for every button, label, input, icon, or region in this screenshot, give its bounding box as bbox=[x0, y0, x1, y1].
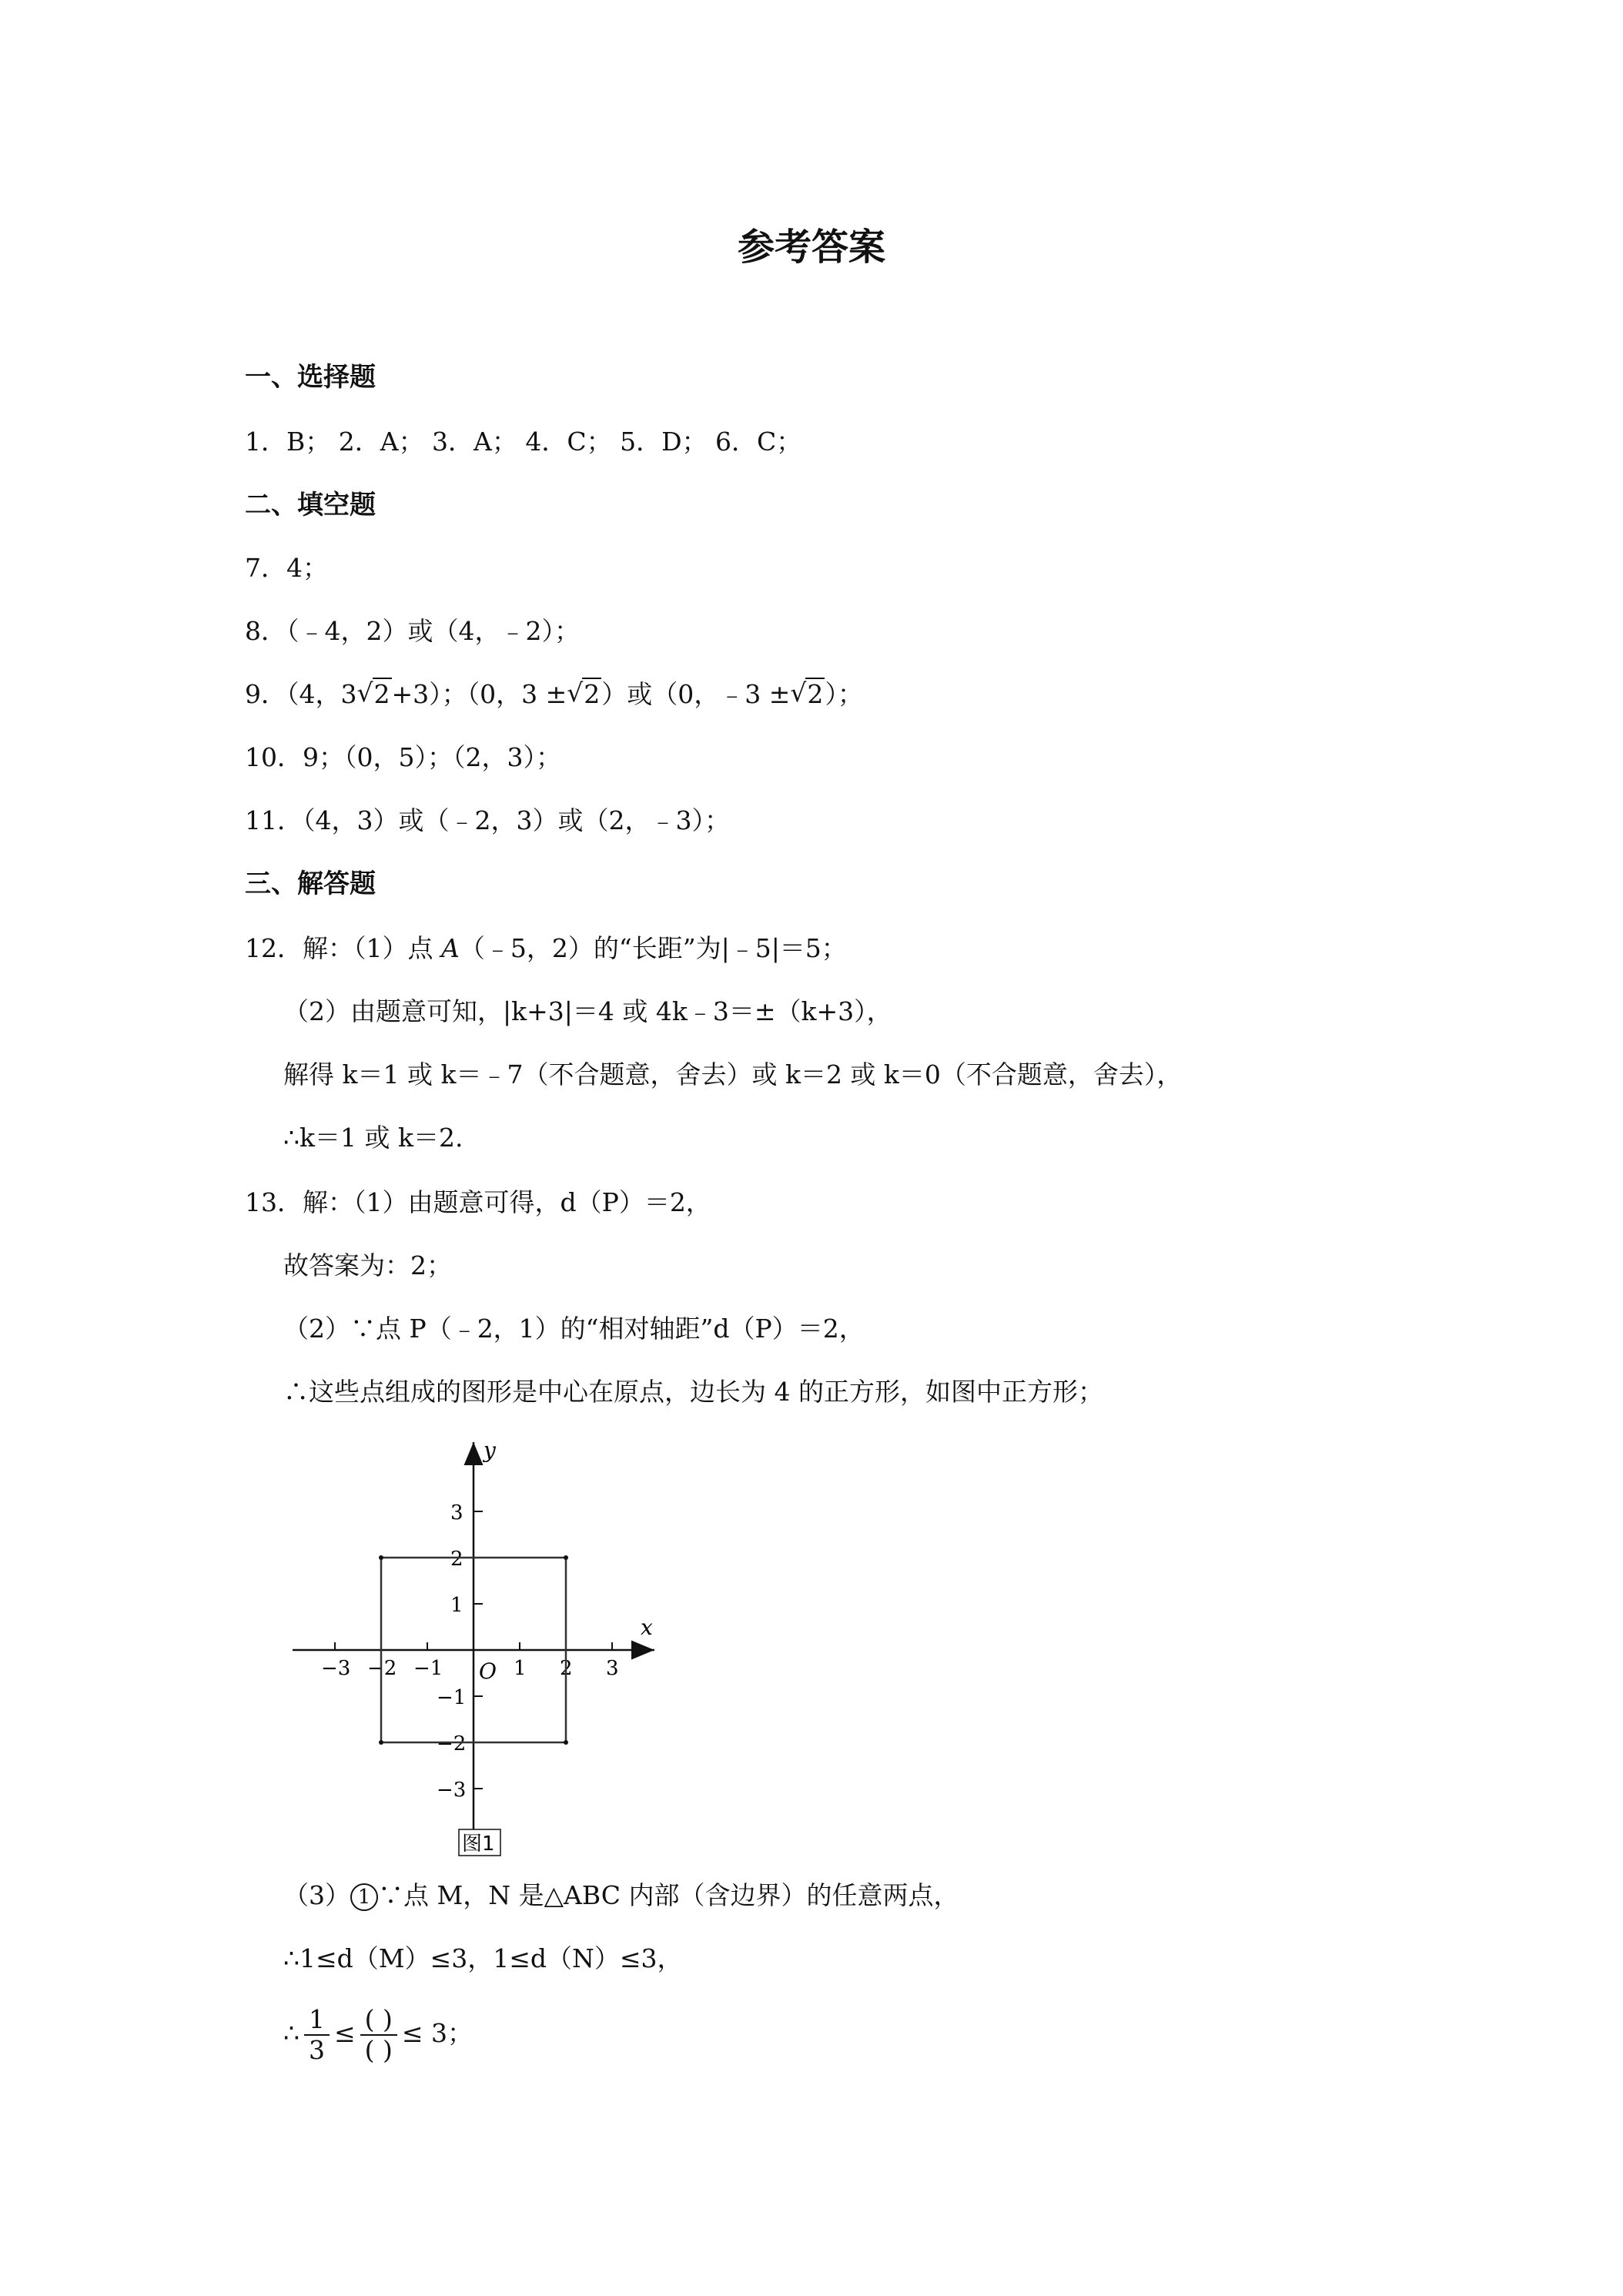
x-tick-label: −1 bbox=[413, 1657, 443, 1680]
y-tick-label: −3 bbox=[437, 1779, 467, 1802]
section-heading-solution: 三、解答题 bbox=[245, 869, 376, 899]
circled-number: 1 bbox=[350, 1883, 378, 1911]
answer-line-13a: 13．解：（1）由题意可得，d（P）＝2， bbox=[245, 1187, 711, 1217]
y-tick-label: 2 bbox=[450, 1548, 463, 1571]
answer-line-9 bbox=[245, 678, 863, 711]
square-vertex bbox=[564, 1555, 568, 1560]
x-tick-label: 1 bbox=[514, 1657, 527, 1680]
answer-9-part4: ）； bbox=[825, 679, 863, 709]
axis-ticks bbox=[321, 1501, 619, 1802]
answer-line-13b: 故答案为：2； bbox=[283, 1250, 452, 1280]
square-vertex bbox=[379, 1555, 383, 1560]
y-tick-label: 3 bbox=[450, 1501, 463, 1525]
answer-line-13g: ∴ $\frac{1}{3}$ ≤ $\frac{( )}{( )}$ ≤ 3； bbox=[283, 2004, 474, 2065]
page-title: 参考答案 bbox=[737, 226, 885, 269]
answer-line-12a: 12．解：（1）点 A（﹣5，2）的“长距”为|﹣5|＝5； bbox=[245, 933, 847, 963]
answer-9-part2: +3）；（0，3 ± bbox=[391, 679, 567, 709]
answer-line-13f: ∴1≤d（M）≤3，1≤d（N）≤3， bbox=[283, 1943, 683, 1973]
sqrt-symbol: √ 2 bbox=[567, 678, 601, 711]
answer-line-12b: （2）由题意可知，|k+3|＝4 或 4k﹣3＝±（k+3）， bbox=[283, 996, 892, 1026]
x-tick-label: 2 bbox=[560, 1657, 573, 1680]
answer-line-1-6: 1．B； 2．A； 3．A； 4．C； 5．D； 6．C； bbox=[245, 427, 802, 457]
x-tick-label: −2 bbox=[367, 1657, 397, 1680]
x-tick-label: −3 bbox=[321, 1657, 351, 1680]
answer-line-7: 7．4； bbox=[245, 553, 328, 583]
fraction-placeholder: $\frac{( )}{( )}$ bbox=[360, 2005, 397, 2065]
sqrt-symbol: √ 2 bbox=[790, 678, 825, 711]
coordinate-figure bbox=[277, 1431, 678, 1862]
answer-line-12c: 解得 k＝1 或 k＝﹣7（不合题意，舍去）或 k＝2 或 k＝0（不合题意，舍去）， bbox=[283, 1059, 1183, 1089]
answer-9-part3: ）或（0，﹣3 ± bbox=[601, 679, 791, 709]
answer-line-11: 11．（4，3）或（﹣2，3）或（2，﹣3）； bbox=[245, 805, 730, 835]
sqrt-symbol: √ 2 bbox=[357, 678, 392, 711]
y-tick-label: −1 bbox=[437, 1686, 467, 1709]
answer-line-10: 10．9；（0，5）；（2，3）； bbox=[245, 742, 561, 772]
square-vertex bbox=[564, 1740, 568, 1745]
x-axis-label: x bbox=[641, 1615, 653, 1640]
answer-line-8: 8．（﹣4，2）或（4，﹣2）； bbox=[245, 616, 580, 646]
y-axis-label: y bbox=[484, 1438, 496, 1463]
coordinate-plane-svg bbox=[277, 1431, 678, 1862]
fraction-one-third: $\frac{1}{3}$ bbox=[304, 2005, 330, 2065]
answer-9-part1: 9．（4，3 bbox=[245, 679, 357, 709]
answer-line-13c: （2）∵点 P（﹣2，1）的“相对轴距”d（P）＝2， bbox=[283, 1314, 865, 1344]
answer-line-13d: ∴这些点组成的图形是中心在原点，边长为 4 的正方形，如图中正方形； bbox=[283, 1377, 1103, 1407]
y-tick-label: −2 bbox=[437, 1732, 467, 1755]
figure-caption: 图1 bbox=[462, 1832, 495, 1856]
answer-line-13e: （3） 1 ∵点 M，N 是△ABC 内部（含边界）的任意两点， bbox=[283, 1880, 959, 1910]
square-vertex bbox=[379, 1740, 383, 1745]
answer-line-12d: ∴k＝1 或 k＝2. bbox=[283, 1123, 463, 1153]
section-heading-choice: 一、选择题 bbox=[245, 362, 376, 393]
y-tick-label: 1 bbox=[450, 1594, 463, 1617]
section-heading-fill: 二、填空题 bbox=[245, 490, 376, 520]
x-tick-label: 3 bbox=[606, 1657, 619, 1680]
origin-label: O bbox=[479, 1658, 497, 1684]
